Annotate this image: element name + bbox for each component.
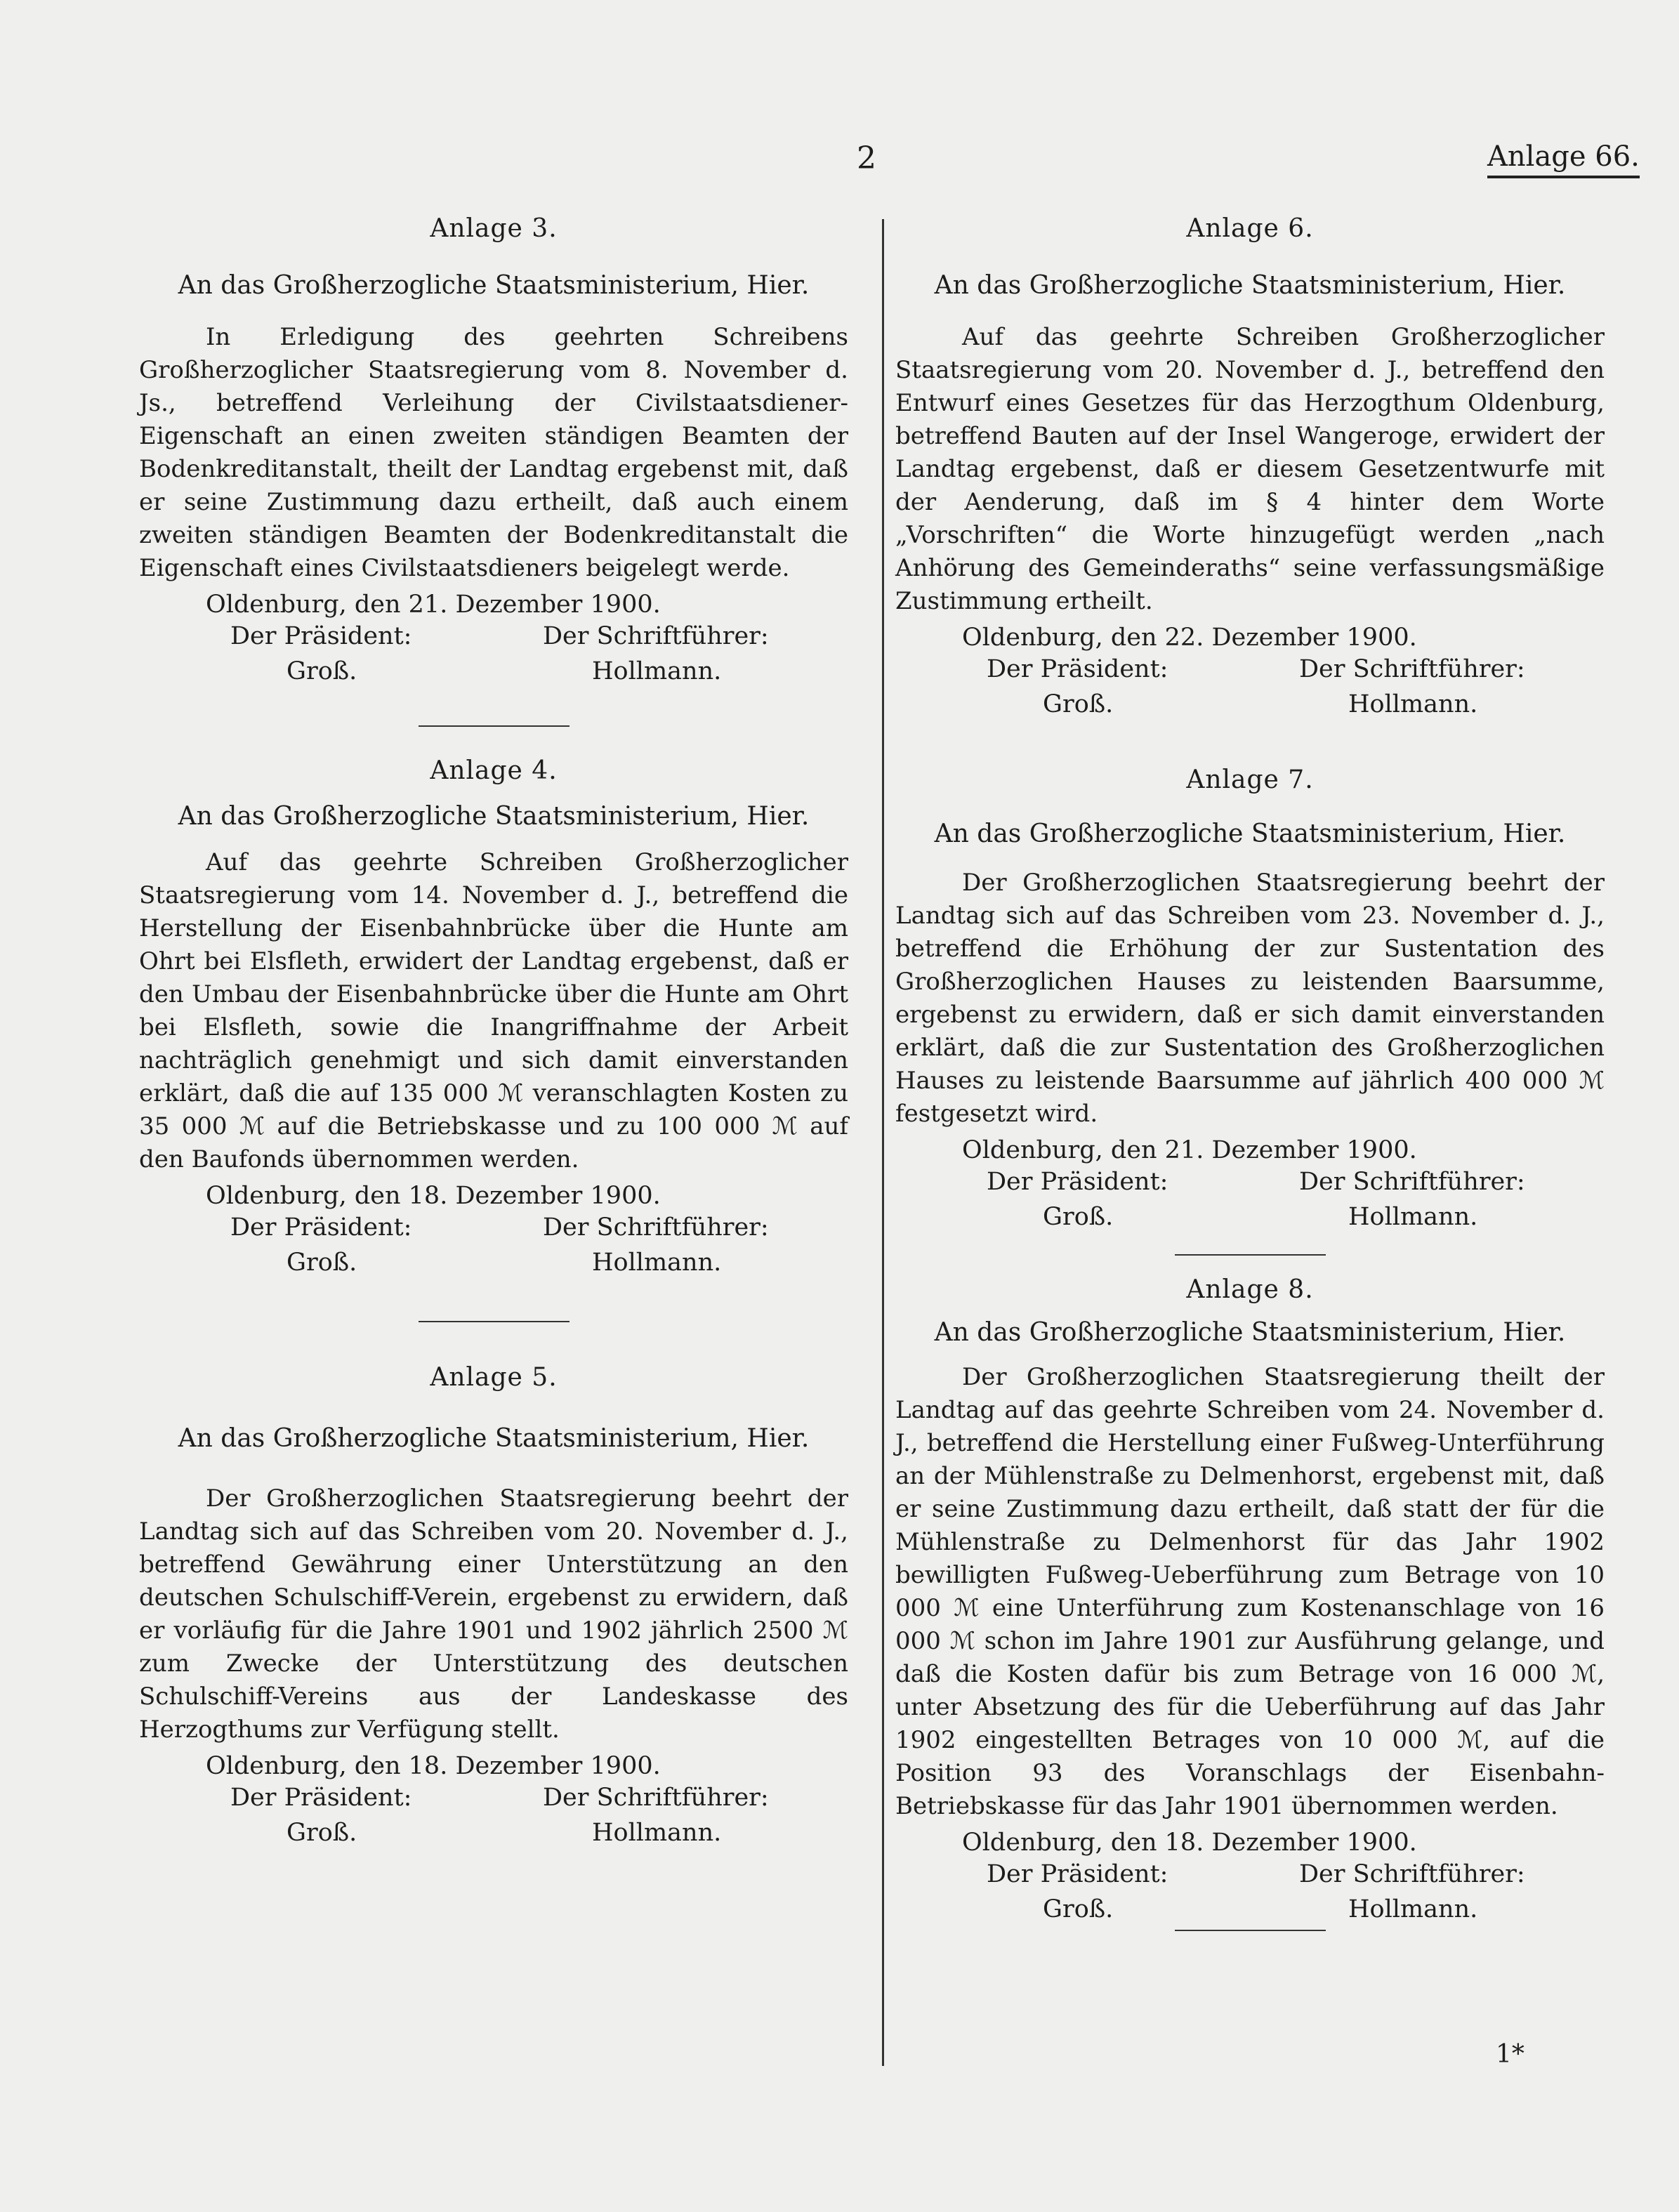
signature-block [895, 652, 1605, 722]
section-address: An das Großherzogliche Staatsministerium, Hier. [934, 271, 1566, 300]
section-address: An das Großherzogliche Staatsministerium, Hier. [934, 1318, 1566, 1347]
section-separator [1175, 1254, 1326, 1256]
column-divider [882, 219, 884, 2066]
section-heading: Anlage 4. [430, 756, 558, 785]
section-address: An das Großherzogliche Staatsministerium, Hier. [178, 271, 810, 300]
section-separator [419, 725, 569, 727]
secretary-name: Hollmann. [1348, 690, 1478, 718]
signature-block [139, 1210, 848, 1280]
president-label: Der Präsident: [230, 1213, 412, 1242]
section-body: Auf das geehrte Schreiben Großherzoglicher Staatsregierung vom 14. November d. J., betreffend die Herstellung der Eisenbahnbrücke über die Hunte am Ohrt bei Elsfleth, erwidert der Landtag ergebenst, daß er den Umbau der Eisenbahnbrücke über die Hunte am Ohrt bei Elsfleth, sowie die Inangriffnahme der Arbeit nachträglich genehmigt und sich damit einverstanden erklärt, daß die auf 135 000 ℳ veranschlagten Kosten zu 35 000 ℳ auf die Betriebskasse und zu 100 000 ℳ auf den Baufonds übernommen werden. [139, 848, 848, 1173]
page-reference: Anlage 66. [1487, 140, 1640, 178]
signature-mark: 1* [1496, 2040, 1525, 2069]
section-date: Oldenburg, den 18. Dezember 1900. [206, 1182, 661, 1210]
section-address: An das Großherzogliche Staatsministerium, Hier. [178, 1424, 810, 1453]
president-name: Groß. [287, 1819, 357, 1847]
section-date: Oldenburg, den 18. Dezember 1900. [962, 1829, 1417, 1857]
president-label: Der Präsident: [987, 655, 1168, 683]
president-label: Der Präsident: [230, 1784, 412, 1812]
section-separator [1175, 1930, 1326, 1931]
section-body: Der Großherzoglichen Staatsregierung beehrt der Landtag sich auf das Schreiben vom 23. November d. J., betreffend die Erhöhung der zur Sustentation des Großherzoglichen Hauses zu leistenden Baarsumme, ergebenst zu erwidern, daß er sich damit einverstanden erklärt, daß die zur Sustentation des Großherzoglichen Hauses zu leistende Baarsumme auf jährlich 400 000 ℳ festgesetzt wird. [895, 869, 1605, 1128]
secretary-label: Der Schriftführer: [1299, 1168, 1525, 1196]
section-heading: Anlage 8. [1186, 1275, 1314, 1304]
president-name: Groß. [1043, 1895, 1114, 1923]
secretary-name: Hollmann. [1348, 1203, 1478, 1231]
secretary-name: Hollmann. [592, 1819, 722, 1847]
page-number: 2 [857, 140, 876, 176]
anlage-5-section [139, 1363, 848, 1850]
secretary-label: Der Schriftführer: [543, 622, 769, 650]
section-date: Oldenburg, den 22. Dezember 1900. [962, 624, 1417, 652]
left-column [139, 214, 848, 1850]
signature-block [139, 1780, 848, 1850]
president-label: Der Präsident: [987, 1168, 1168, 1196]
section-body: Der Großherzoglichen Staatsregierung theilt der Landtag auf das geehrte Schreiben vom 24. November d. J., betreffend die Herstellung einer Fußweg-Unterführung an der Mühlenstraße zu Delmenhorst, ergebenst mit, daß er seine Zustimmung dazu ertheilt, daß statt der für die Mühlenstraße zu Delmenhorst für das Jahr 1902 bewilligten Fußweg-Ueberführung zum Betrage von 10 000 ℳ eine Unterführung zum Kostenanschlage von 16 000 ℳ schon im Jahre 1901 zur Ausführung gelange, und daß die Kosten dafür bis zum Betrage von 16 000 ℳ, unter Absetzung des für die Ueberführung auf das Jahr 1902 eingestellten Betrages von 10 000 ℳ, auf die Position 93 des Voranschlags der Eisenbahn-Betriebskasse für das Jahr 1901 übernommen werden. [895, 1363, 1605, 1820]
signature-block [139, 619, 848, 689]
section-body: Der Großherzoglichen Staatsregierung beehrt der Landtag sich auf das Schreiben vom 20. November d. J., betreffend Gewährung einer Unterstützung an den deutschen Schulschiff-Verein, ergebenst zu erwidern, daß er vorläufig für die Jahre 1901 und 1902 jährlich 2500 ℳ zum Zwecke der Unterstützung des deutschen Schulschiff-Vereins aus der Landeskasse des Herzogthums zur Verfügung stellt. [139, 1484, 848, 1744]
section-date: Oldenburg, den 18. Dezember 1900. [206, 1752, 661, 1780]
president-name: Groß. [1043, 690, 1114, 718]
president-name: Groß. [287, 1249, 357, 1277]
signature-block [895, 1164, 1605, 1235]
president-name: Groß. [1043, 1203, 1114, 1231]
section-date: Oldenburg, den 21. Dezember 1900. [206, 591, 661, 619]
section-heading: Anlage 5. [430, 1363, 558, 1392]
president-name: Groß. [287, 657, 357, 685]
section-address: An das Großherzogliche Staatsministerium, Hier. [178, 802, 810, 831]
secretary-name: Hollmann. [592, 657, 722, 685]
president-label: Der Präsident: [230, 622, 412, 650]
anlage-8-section [895, 1275, 1605, 1927]
signature-block [895, 1857, 1605, 1927]
secretary-label: Der Schriftführer: [543, 1213, 769, 1242]
anlage-4-section [139, 756, 848, 1280]
section-date: Oldenburg, den 21. Dezember 1900. [962, 1136, 1417, 1164]
section-heading: Anlage 7. [1186, 765, 1314, 794]
section-body: In Erledigung des geehrten Schreibens Großherzoglicher Staatsregierung vom 8. November d. Js., betreffend Verleihung der Civilstaatsdiener-Eigenschaft an einen zweiten ständigen Beamten der Bodenkreditanstalt, theilt der Landtag ergebenst mit, daß er seine Zustimmung dazu ertheilt, daß auch einem zweiten ständigen Beamten der Bodenkreditanstalt die Eigenschaft eines Civilstaatsdieners beigelegt werde. [139, 323, 848, 582]
section-heading: Anlage 3. [430, 214, 558, 243]
section-address: An das Großherzogliche Staatsministerium, Hier. [934, 819, 1566, 848]
secretary-name: Hollmann. [592, 1249, 722, 1277]
secretary-label: Der Schriftführer: [1299, 655, 1525, 683]
anlage-6-section [895, 214, 1605, 722]
anlage-3-section [139, 214, 848, 689]
right-column [895, 214, 1605, 1931]
secretary-name: Hollmann. [1348, 1895, 1478, 1923]
president-label: Der Präsident: [987, 1860, 1168, 1888]
section-heading: Anlage 6. [1186, 214, 1314, 243]
section-separator [419, 1321, 569, 1322]
anlage-7-section [895, 765, 1605, 1235]
secretary-label: Der Schriftführer: [1299, 1860, 1525, 1888]
section-body: Auf das geehrte Schreiben Großherzoglicher Staatsregierung vom 20. November d. J., betreffend den Entwurf eines Gesetzes für das Herzogthum Oldenburg, betreffend Bauten auf der Insel Wangeroge, erwidert der Landtag ergebenst, daß er diesem Gesetzentwurfe mit der Aenderung, daß im § 4 hinter dem Worte „Vorschriften“ die Worte hinzugefügt werden „nach Anhörung des Gemeinderaths“ seine verfassungsmäßige Zustimmung ertheilt. [895, 323, 1605, 615]
secretary-label: Der Schriftführer: [543, 1784, 769, 1812]
